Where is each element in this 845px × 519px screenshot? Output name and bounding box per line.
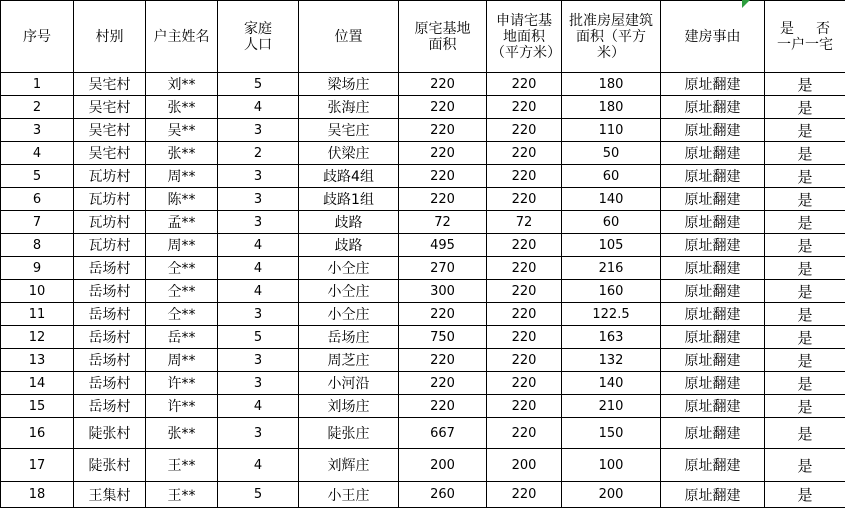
cell-reason[interactable]: 原址翻建	[661, 349, 765, 372]
cell-reason[interactable]: 原址翻建	[661, 372, 765, 395]
cell-seq[interactable]: 16	[1, 418, 74, 449]
cell-original-area[interactable]: 300	[399, 280, 487, 303]
cell-reason[interactable]: 原址翻建	[661, 326, 765, 349]
cell-applied-area[interactable]: 220	[487, 188, 562, 211]
cell-location[interactable]: 小仝庄	[299, 280, 399, 303]
cell-approved-area[interactable]: 60	[562, 211, 661, 234]
cell-seq[interactable]: 14	[1, 372, 74, 395]
cell-reason[interactable]: 原址翻建	[661, 96, 765, 119]
cell-applied-area[interactable]: 220	[487, 395, 562, 418]
cell-approved-area[interactable]: 160	[562, 280, 661, 303]
cell-population[interactable]: 3	[218, 119, 299, 142]
cell-owner[interactable]: 陈**	[146, 188, 218, 211]
table-row	[1, 326, 845, 349]
table-row	[1, 303, 845, 326]
table-row	[1, 234, 845, 257]
cell-reason[interactable]: 原址翻建	[661, 188, 765, 211]
selected-cell-marker	[742, 0, 750, 8]
cell-approved-area[interactable]: 132	[562, 349, 661, 372]
cell-population[interactable]: 2	[218, 142, 299, 165]
cell-applied-area[interactable]: 220	[487, 280, 562, 303]
cell-village[interactable]: 瓦坊村	[74, 211, 146, 234]
table-row	[1, 280, 845, 303]
cell-applied-area[interactable]: 200	[487, 449, 562, 482]
cell-reason[interactable]: 原址翻建	[661, 119, 765, 142]
cell-owner[interactable]: 周**	[146, 349, 218, 372]
cell-reason[interactable]: 原址翻建	[661, 234, 765, 257]
cell-reason[interactable]: 原址翻建	[661, 142, 765, 165]
cell-owner[interactable]: 孟**	[146, 211, 218, 234]
cell-location[interactable]: 吴宅庄	[299, 119, 399, 142]
cell-approved-area[interactable]: 60	[562, 165, 661, 188]
cell-applied-area[interactable]: 220	[487, 326, 562, 349]
cell-location[interactable]: 岳场庄	[299, 326, 399, 349]
cell-original-area[interactable]: 260	[399, 482, 487, 508]
cell-applied-area[interactable]: 220	[487, 372, 562, 395]
cell-original-area[interactable]: 220	[399, 165, 487, 188]
cell-population[interactable]: 4	[218, 449, 299, 482]
cell-approved-area[interactable]: 105	[562, 234, 661, 257]
header-applied-area: 申请宅基地面积（平方米）	[487, 1, 562, 73]
cell-reason[interactable]: 原址翻建	[661, 280, 765, 303]
cell-owner[interactable]: 许**	[146, 395, 218, 418]
cell-one-house[interactable]: 是	[765, 257, 845, 280]
table-header-row	[1, 1, 845, 73]
cell-seq[interactable]: 18	[1, 482, 74, 508]
cell-one-house[interactable]: 是	[765, 303, 845, 326]
cell-seq[interactable]: 11	[1, 303, 74, 326]
cell-reason[interactable]: 原址翻建	[661, 482, 765, 508]
table-row	[1, 119, 845, 142]
cell-original-area[interactable]: 220	[399, 73, 487, 96]
cell-seq[interactable]: 9	[1, 257, 74, 280]
cell-village[interactable]: 陡张村	[74, 449, 146, 482]
cell-one-house[interactable]: 是	[765, 73, 845, 96]
table-row	[1, 96, 845, 119]
table-row	[1, 211, 845, 234]
header-location: 位置	[299, 1, 399, 73]
cell-original-area[interactable]: 220	[399, 395, 487, 418]
cell-location[interactable]: 刘辉庄	[299, 449, 399, 482]
cell-location[interactable]: 歧路1组	[299, 188, 399, 211]
cell-original-area[interactable]: 750	[399, 326, 487, 349]
table-row	[1, 257, 845, 280]
table-row	[1, 482, 845, 508]
cell-applied-area[interactable]: 220	[487, 418, 562, 449]
header-owner: 户主姓名	[146, 1, 218, 73]
cell-population[interactable]: 5	[218, 73, 299, 96]
cell-owner[interactable]: 周**	[146, 234, 218, 257]
table-row	[1, 418, 845, 449]
cell-approved-area[interactable]: 100	[562, 449, 661, 482]
cell-location[interactable]: 陡张庄	[299, 418, 399, 449]
header-one-house-bottom: 一户一宅	[777, 36, 833, 53]
cell-applied-area[interactable]: 220	[487, 73, 562, 96]
cell-approved-area[interactable]: 210	[562, 395, 661, 418]
cell-one-house[interactable]: 是	[765, 142, 845, 165]
cell-approved-area[interactable]: 110	[562, 119, 661, 142]
cell-one-house[interactable]: 是	[765, 188, 845, 211]
cell-owner[interactable]: 张**	[146, 418, 218, 449]
table-row	[1, 449, 845, 482]
cell-population[interactable]: 3	[218, 211, 299, 234]
cell-applied-area[interactable]: 220	[487, 96, 562, 119]
cell-one-house[interactable]: 是	[765, 165, 845, 188]
cell-applied-area[interactable]: 220	[487, 119, 562, 142]
cell-seq[interactable]: 13	[1, 349, 74, 372]
cell-village[interactable]: 陡张村	[74, 418, 146, 449]
cell-one-house[interactable]: 是	[765, 234, 845, 257]
table-row	[1, 372, 845, 395]
header-one-house-top: 是 否	[780, 20, 830, 37]
cell-location[interactable]: 小仝庄	[299, 257, 399, 280]
header-approved-area: 批准房屋建筑面积（平方米）	[562, 1, 661, 73]
cell-population[interactable]: 3	[218, 418, 299, 449]
cell-one-house[interactable]: 是	[765, 211, 845, 234]
cell-applied-area[interactable]: 72	[487, 211, 562, 234]
table-row	[1, 188, 845, 211]
cell-owner[interactable]: 张**	[146, 96, 218, 119]
cell-location[interactable]: 小仝庄	[299, 303, 399, 326]
cell-village[interactable]: 吴宅村	[74, 142, 146, 165]
cell-approved-area[interactable]: 200	[562, 482, 661, 508]
cell-owner[interactable]: 周**	[146, 165, 218, 188]
cell-reason[interactable]: 原址翻建	[661, 303, 765, 326]
cell-original-area[interactable]: 220	[399, 119, 487, 142]
cell-owner[interactable]: 王**	[146, 482, 218, 508]
cell-original-area[interactable]: 270	[399, 257, 487, 280]
cell-village[interactable]: 岳场村	[74, 395, 146, 418]
cell-one-house[interactable]: 是	[765, 372, 845, 395]
table-body	[1, 73, 845, 508]
cell-approved-area[interactable]: 163	[562, 326, 661, 349]
cell-village[interactable]: 瓦坊村	[74, 188, 146, 211]
cell-seq[interactable]: 2	[1, 96, 74, 119]
cell-reason[interactable]: 原址翻建	[661, 449, 765, 482]
cell-location[interactable]: 张海庄	[299, 96, 399, 119]
cell-location[interactable]: 小河沿	[299, 372, 399, 395]
table-row	[1, 165, 845, 188]
cell-village[interactable]: 吴宅村	[74, 119, 146, 142]
cell-owner[interactable]: 仝**	[146, 303, 218, 326]
cell-approved-area[interactable]: 140	[562, 372, 661, 395]
cell-location[interactable]: 伏梁庄	[299, 142, 399, 165]
cell-population[interactable]: 4	[218, 257, 299, 280]
cell-village[interactable]: 岳场村	[74, 280, 146, 303]
cell-original-area[interactable]: 220	[399, 303, 487, 326]
cell-one-house[interactable]: 是	[765, 280, 845, 303]
cell-original-area[interactable]: 667	[399, 418, 487, 449]
cell-applied-area[interactable]: 220	[487, 303, 562, 326]
cell-seq[interactable]: 5	[1, 165, 74, 188]
cell-population[interactable]: 3	[218, 188, 299, 211]
cell-original-area[interactable]: 495	[399, 234, 487, 257]
cell-original-area[interactable]: 220	[399, 142, 487, 165]
cell-population[interactable]: 3	[218, 349, 299, 372]
cell-population[interactable]: 4	[218, 280, 299, 303]
cell-applied-area[interactable]: 220	[487, 349, 562, 372]
cell-village[interactable]: 岳场村	[74, 372, 146, 395]
cell-one-house[interactable]: 是	[765, 395, 845, 418]
cell-approved-area[interactable]: 50	[562, 142, 661, 165]
cell-approved-area[interactable]: 150	[562, 418, 661, 449]
cell-approved-area[interactable]: 180	[562, 73, 661, 96]
cell-population[interactable]: 5	[218, 326, 299, 349]
cell-one-house[interactable]: 是	[765, 449, 845, 482]
cell-population[interactable]: 4	[218, 395, 299, 418]
cell-reason[interactable]: 原址翻建	[661, 257, 765, 280]
cell-seq[interactable]: 4	[1, 142, 74, 165]
cell-owner[interactable]: 刘**	[146, 73, 218, 96]
cell-original-area[interactable]: 72	[399, 211, 487, 234]
header-one-house	[765, 1, 845, 73]
cell-owner[interactable]: 王**	[146, 449, 218, 482]
cell-seq[interactable]: 7	[1, 211, 74, 234]
cell-approved-area[interactable]: 140	[562, 188, 661, 211]
cell-approved-area[interactable]: 122.5	[562, 303, 661, 326]
cell-location[interactable]: 小王庄	[299, 482, 399, 508]
cell-village[interactable]: 瓦坊村	[74, 234, 146, 257]
cell-seq[interactable]: 15	[1, 395, 74, 418]
header-seq: 序号	[1, 1, 74, 73]
cell-one-house[interactable]: 是	[765, 482, 845, 508]
cell-location[interactable]: 歧路	[299, 211, 399, 234]
header-reason: 建房事由	[661, 1, 765, 73]
cell-seq[interactable]: 12	[1, 326, 74, 349]
cell-village[interactable]: 瓦坊村	[74, 165, 146, 188]
cell-applied-area[interactable]: 220	[487, 482, 562, 508]
cell-reason[interactable]: 原址翻建	[661, 165, 765, 188]
cell-village[interactable]: 岳场村	[74, 303, 146, 326]
cell-owner[interactable]: 仝**	[146, 280, 218, 303]
header-village: 村别	[74, 1, 146, 73]
cell-reason[interactable]: 原址翻建	[661, 418, 765, 449]
cell-population[interactable]: 3	[218, 303, 299, 326]
header-original-area: 原宅基地面积	[399, 1, 487, 73]
cell-reason[interactable]: 原址翻建	[661, 211, 765, 234]
cell-location[interactable]: 歧路4组	[299, 165, 399, 188]
cell-owner[interactable]: 许**	[146, 372, 218, 395]
cell-village[interactable]: 岳场村	[74, 349, 146, 372]
cell-location[interactable]: 周芝庄	[299, 349, 399, 372]
cell-owner[interactable]: 吴**	[146, 119, 218, 142]
table-row	[1, 142, 845, 165]
cell-village[interactable]: 吴宅村	[74, 96, 146, 119]
cell-one-house[interactable]: 是	[765, 349, 845, 372]
table-row	[1, 349, 845, 372]
cell-owner[interactable]: 仝**	[146, 257, 218, 280]
cell-applied-area[interactable]: 220	[487, 234, 562, 257]
cell-original-area[interactable]: 220	[399, 188, 487, 211]
cell-applied-area[interactable]: 220	[487, 165, 562, 188]
cell-one-house[interactable]: 是	[765, 418, 845, 449]
cell-original-area[interactable]: 220	[399, 372, 487, 395]
cell-owner[interactable]: 张**	[146, 142, 218, 165]
cell-population[interactable]: 4	[218, 234, 299, 257]
cell-village[interactable]: 岳场村	[74, 257, 146, 280]
cell-seq[interactable]: 8	[1, 234, 74, 257]
cell-population[interactable]: 4	[218, 96, 299, 119]
cell-approved-area[interactable]: 180	[562, 96, 661, 119]
cell-seq[interactable]: 17	[1, 449, 74, 482]
cell-population[interactable]: 5	[218, 482, 299, 508]
cell-population[interactable]: 3	[218, 165, 299, 188]
cell-reason[interactable]: 原址翻建	[661, 73, 765, 96]
cell-seq[interactable]: 10	[1, 280, 74, 303]
cell-location[interactable]: 刘场庄	[299, 395, 399, 418]
cell-village[interactable]: 吴宅村	[74, 73, 146, 96]
cell-approved-area[interactable]: 216	[562, 257, 661, 280]
header-population: 家庭人口	[218, 1, 299, 73]
cell-owner[interactable]: 岳**	[146, 326, 218, 349]
cell-one-house[interactable]: 是	[765, 96, 845, 119]
cell-seq[interactable]: 1	[1, 73, 74, 96]
cell-village[interactable]: 岳场村	[74, 326, 146, 349]
cell-location[interactable]: 梁场庄	[299, 73, 399, 96]
cell-original-area[interactable]: 200	[399, 449, 487, 482]
cell-one-house[interactable]: 是	[765, 326, 845, 349]
cell-reason[interactable]: 原址翻建	[661, 395, 765, 418]
cell-one-house[interactable]: 是	[765, 119, 845, 142]
cell-village[interactable]: 王集村	[74, 482, 146, 508]
cell-applied-area[interactable]: 220	[487, 142, 562, 165]
cell-applied-area[interactable]: 220	[487, 257, 562, 280]
cell-seq[interactable]: 6	[1, 188, 74, 211]
cell-location[interactable]: 歧路	[299, 234, 399, 257]
table-row	[1, 73, 845, 96]
cell-original-area[interactable]: 220	[399, 349, 487, 372]
cell-seq[interactable]: 3	[1, 119, 74, 142]
cell-original-area[interactable]: 220	[399, 96, 487, 119]
cell-population[interactable]: 3	[218, 372, 299, 395]
table-row	[1, 395, 845, 418]
